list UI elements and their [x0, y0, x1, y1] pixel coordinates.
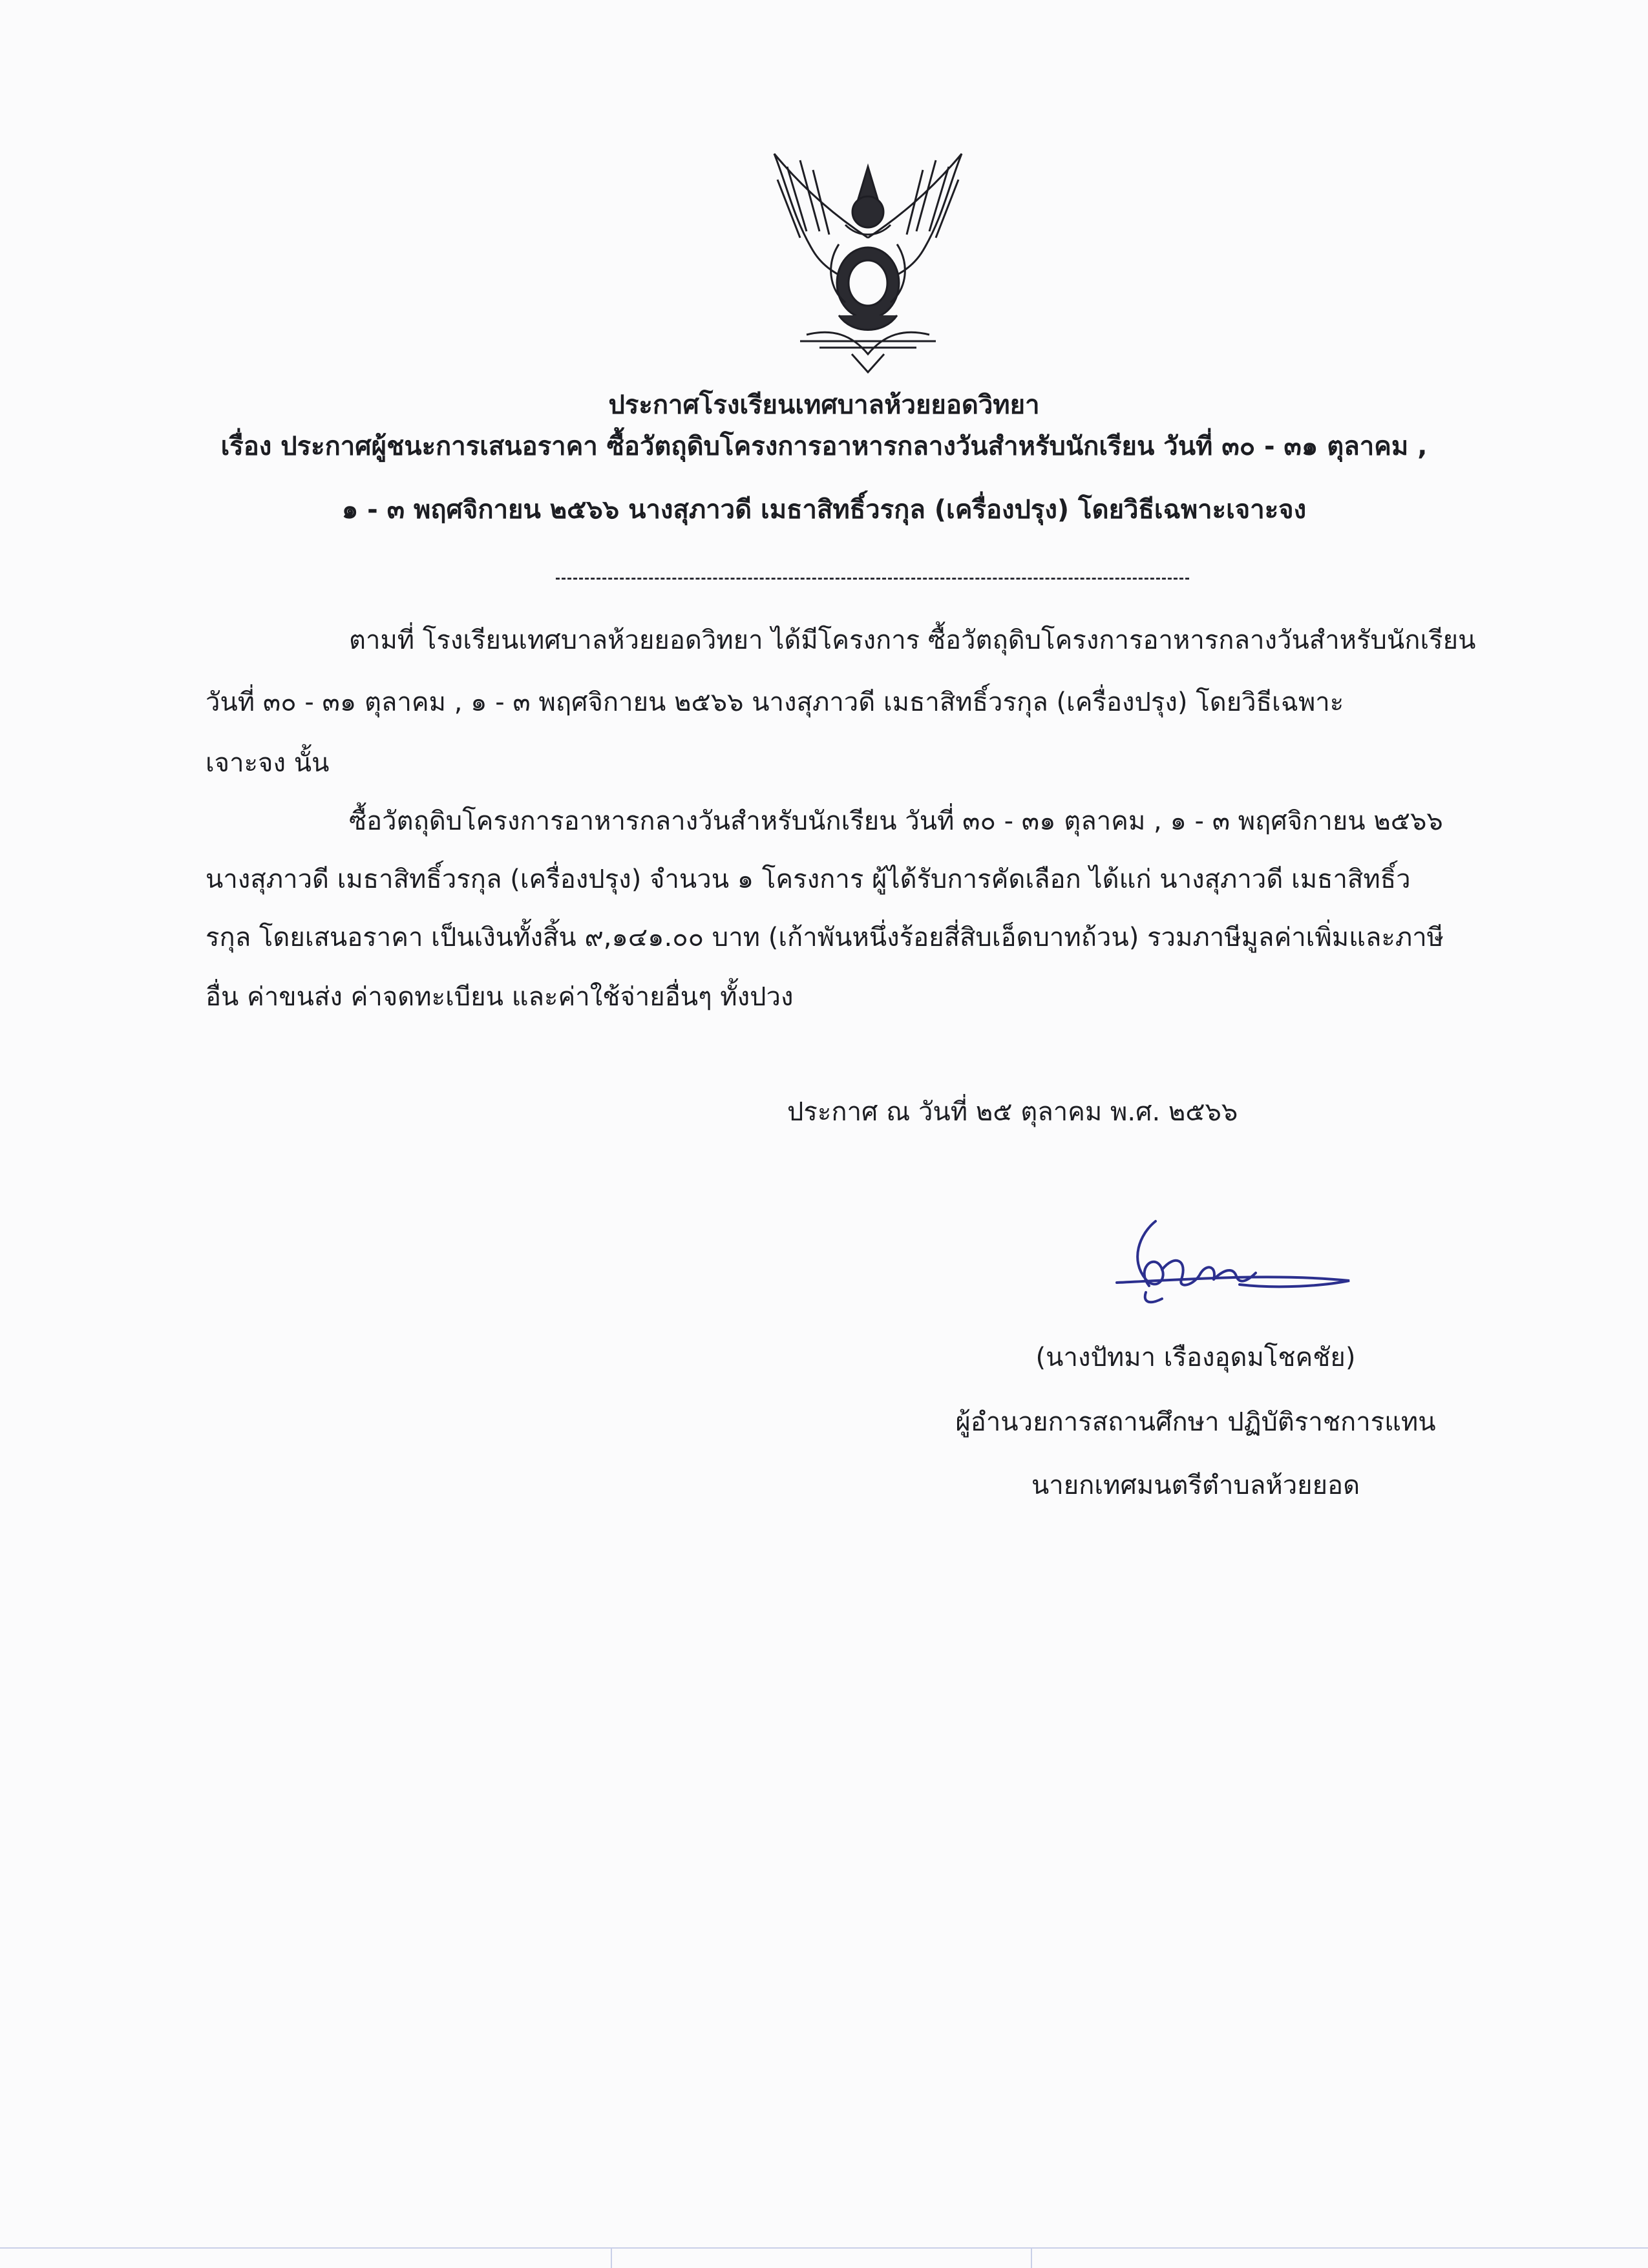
- signer-title-line-1: ผู้อำนวยการสถานศึกษา ปฏิบัติราชการแทน: [955, 1407, 1436, 1437]
- signer-name: (นางปัทมา เรืองอุดมโชคชัย): [1035, 1343, 1356, 1372]
- document-office-title: ประกาศโรงเรียนเทศบาลห้วยยอดวิทยา: [608, 390, 1040, 420]
- document-subject-line-1: เรื่อง ประกาศผู้ชนะการเสนอราคา ซื้อวัตถุดิบโครงการอาหารกลางวันสำหรับนักเรียน วันที่ ๓๐ - ๓๑ ตุลาคม ,: [220, 432, 1428, 461]
- scan-edge-mark: [611, 2249, 612, 2268]
- paragraph2-line-3: รกุล โดยเสนอราคา เป็นเงินทั้งสิ้น ๙,๑๔๑.๐๐ บาท (เก้าพันหนึ่งร้อยสี่สิบเอ็ดบาทถ้วน) รวมภาษีมูลค่าเพิ่มและภาษี: [206, 923, 1444, 952]
- separator-dashed-line: [556, 578, 1189, 580]
- handwritten-signature: [1110, 1208, 1356, 1318]
- document-subject-line-2: ๑ - ๓ พฤศจิกายน ๒๕๖๖ นางสุภาวดี เมธาสิทธิ์วรกุล (เครื่องปรุง) โดยวิธีเฉพาะเจาะจง: [341, 495, 1307, 525]
- paragraph1-line-2: วันที่ ๓๐ - ๓๑ ตุลาคม , ๑ - ๓ พฤศจิกายน ๒๕๖๖ นางสุภาวดี เมธาสิทธิ์วรกุล (เครื่องปรุง) โดยวิธีเฉพาะ: [206, 688, 1344, 717]
- paragraph2-line-1: ซื้อวัตถุดิบโครงการอาหารกลางวันสำหรับนักเรียน วันที่ ๓๐ - ๓๑ ตุลาคม , ๑ - ๓ พฤศจิกายน ๒๕๖๖: [349, 806, 1443, 836]
- paragraph2-line-4: อื่น ค่าขนส่ง ค่าจดทะเบียน และค่าใช้จ่ายอื่นๆ ทั้งปวง: [206, 982, 794, 1012]
- scan-bottom-edge: [0, 2247, 1648, 2249]
- announcement-date: ประกาศ ณ วันที่ ๒๕ ตุลาคม พ.ศ. ๒๕๖๖: [787, 1097, 1238, 1127]
- paragraph2-line-2: นางสุภาวดี เมธาสิทธิ์วรกุล (เครื่องปรุง) จำนวน ๑ โครงการ ผู้ได้รับการคัดเลือก ได้แก่ นางสุภาวดี เมธาสิทธิ์ว: [206, 865, 1411, 894]
- paragraph1-line-3: เจาะจง นั้น: [206, 748, 330, 778]
- paragraph1-line-1: ตามที่ โรงเรียนเทศบาลห้วยยอดวิทยา ได้มีโครงการ ซื้อวัตถุดิบโครงการอาหารกลางวันสำหรับนักเรียน: [349, 625, 1476, 655]
- scan-edge-mark: [1031, 2249, 1032, 2268]
- signer-title-line-2: นายกเทศมนตรีตำบลห้วยยอด: [1031, 1471, 1360, 1500]
- garuda-emblem-icon: [761, 141, 975, 373]
